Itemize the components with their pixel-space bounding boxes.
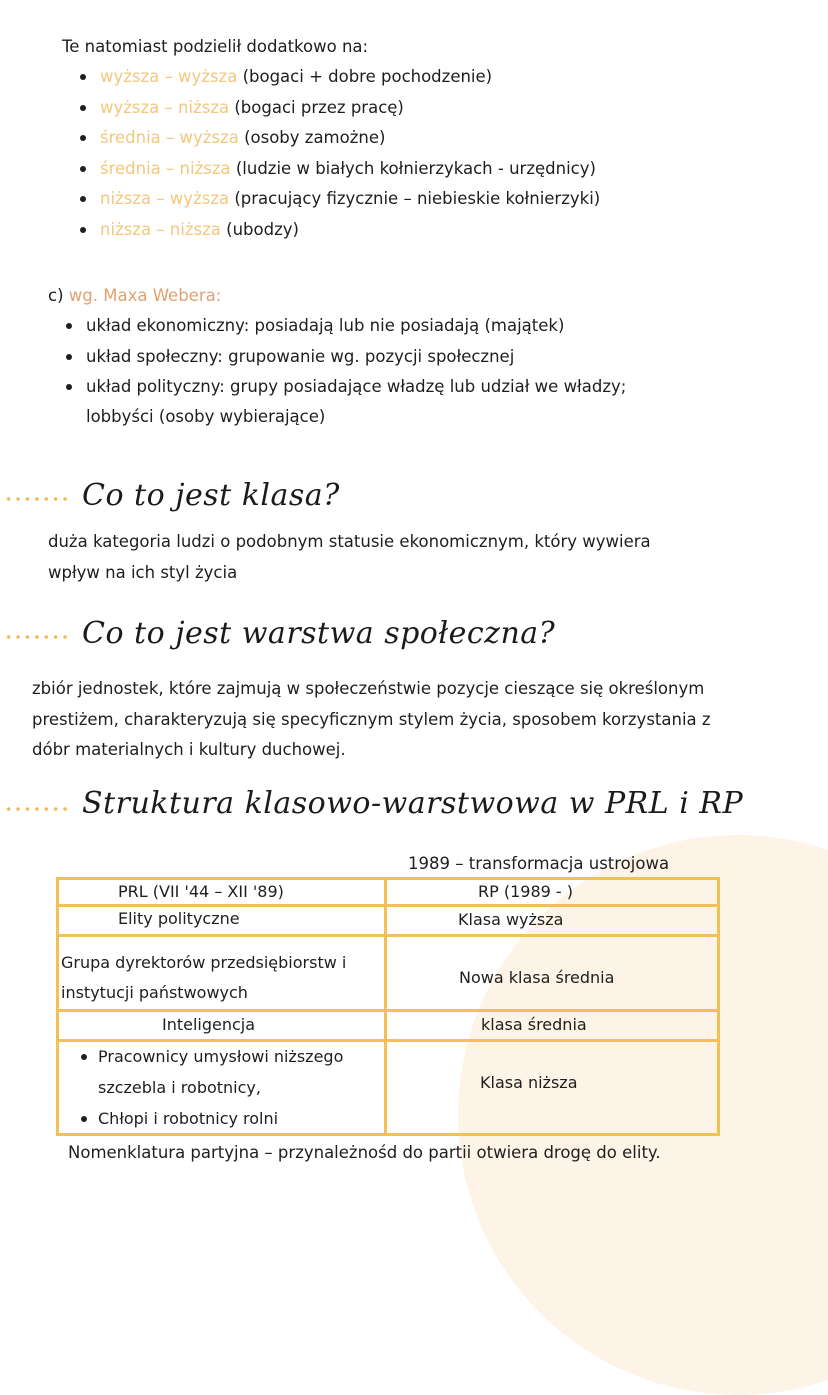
class-term: niższa – niższa — [100, 219, 221, 239]
class-term: wyższa – niższa — [100, 97, 230, 117]
text-line: dóbr materialnych i kultury duchowej. — [32, 740, 346, 759]
table-cell-right: Nowa klasa średnia — [459, 968, 615, 987]
bullet-dot — [81, 1054, 87, 1060]
table-cell-right: klasa średnia — [481, 1015, 587, 1034]
weber-prefix: c) — [48, 286, 69, 305]
class-desc: (bogaci przez pracę) — [229, 97, 404, 117]
section-heading-warstwa: Co to jest warstwa społeczna? — [82, 616, 556, 651]
table-cell-left: Grupa dyrektorów przedsiębiorstw i — [61, 953, 347, 972]
table-border — [384, 877, 387, 1136]
class-desc: (osoby zamożne) — [238, 128, 386, 147]
table-border — [717, 877, 720, 1136]
class-list — [78, 67, 600, 250]
list-item — [78, 67, 600, 98]
table-border — [56, 934, 720, 937]
text-line: zbiór jednostek, które zajmują w społeczeństwie pozycje cieszące się określonym — [32, 679, 705, 698]
section-heading-klasa: Co to jest klasa? — [82, 478, 340, 513]
text-line: duża kategoria ludzi o podobnym statusie ekonomicznym, który wywiera — [48, 532, 651, 551]
list-item — [78, 159, 600, 190]
list-item — [78, 220, 600, 251]
text-line: wpływ na ich styl życia — [48, 562, 238, 582]
transformation-note: 1989 – transformacja ustrojowa — [408, 854, 670, 873]
class-desc: (ubodzy) — [220, 219, 299, 239]
definition-klasa — [48, 527, 651, 588]
weber-list — [64, 316, 626, 408]
list-item — [78, 189, 600, 220]
list-item — [78, 128, 600, 159]
table-header-prl: PRL (VII '44 – XII '89) — [118, 882, 284, 901]
definition-warstwa — [32, 674, 711, 766]
table-cell-right: Klasa wyższa — [458, 910, 564, 929]
class-term: wyższa – wyższa — [100, 67, 238, 86]
intro-line: Te natomiast podzielił dodatkowo na: — [62, 37, 369, 56]
class-desc: (pracujący fizycznie – niebieskie kołnierzyki) — [229, 189, 601, 208]
table-cell-right: Klasa niższa — [480, 1073, 578, 1092]
list-item: układ społeczny: grupowanie wg. pozycji społecznej — [64, 347, 626, 378]
table-cell-left: Chłopi i robotnicy rolni — [98, 1109, 279, 1128]
table-border — [56, 1009, 720, 1012]
weber-heading — [48, 286, 221, 306]
list-item — [78, 98, 600, 129]
class-term: średnia – wyższa — [100, 128, 239, 147]
class-term: niższa – wyższa — [100, 189, 230, 208]
text-line: prestiżem, charakteryzują się specyficznym stylem życia, sposobem korzystania z — [32, 709, 711, 729]
weber-continuation: lobbyści (osoby wybierające) — [86, 407, 326, 426]
table-header-rp: RP (1989 - ) — [478, 882, 573, 901]
class-desc: (ludzie w białych kołnierzykach - urzędnicy) — [230, 158, 596, 178]
list-item: układ ekonomiczny: posiadają lub nie posiadają (majątek) — [64, 316, 626, 347]
dots-decoration — [4, 807, 70, 811]
table-cell-left: szczebla i robotnicy, — [98, 1078, 261, 1097]
table-cell-left: Pracownicy umysłowi niższego — [98, 1047, 344, 1066]
dots-decoration — [4, 635, 70, 639]
list-item: układ polityczny: grupy posiadające władzę lub udział we władzy; — [64, 377, 626, 408]
table-border — [56, 877, 59, 1136]
class-term: średnia – niższa — [100, 158, 231, 178]
footer-note: Nomenklatura partyjna – przynależnośd do partii otwiera drogę do elity. — [68, 1143, 661, 1162]
weber-title: wg. Maxa Webera: — [68, 286, 222, 305]
section-heading-struktura: Struktura klasowo-warstwowa w PRL i RP — [82, 786, 744, 821]
table-cell-left: instytucji państwowych — [61, 983, 248, 1002]
class-desc: (bogaci + dobre pochodzenie) — [237, 67, 493, 86]
dots-decoration — [4, 497, 70, 501]
table-cell-left: Inteligencja — [162, 1015, 256, 1034]
bullet-dot — [81, 1116, 87, 1122]
table-cell-left: Elity polityczne — [118, 909, 240, 928]
